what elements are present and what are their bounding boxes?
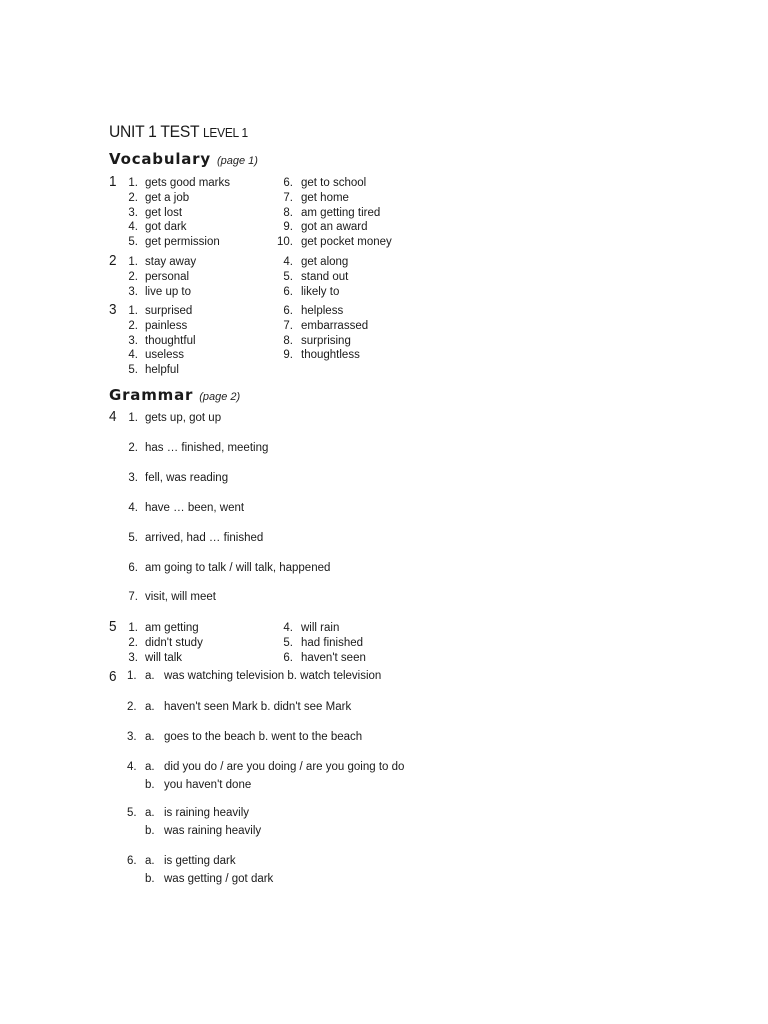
answer-number: 3. xyxy=(128,651,138,664)
answer-text: get lost xyxy=(145,206,183,219)
answer-text: painless xyxy=(145,319,188,332)
answer-text: thoughtless xyxy=(301,349,360,362)
answer-number: 1. xyxy=(128,177,138,189)
question-6-number: 6 xyxy=(109,668,117,685)
answer-text: stand out xyxy=(301,270,349,283)
answer-text: have … been, went xyxy=(145,501,245,514)
answer-text: useless xyxy=(145,349,184,362)
answer-text: get permission xyxy=(145,236,220,249)
answer-number: 3. xyxy=(128,471,138,484)
answer-part-a-text: goes to the beach b. went to the beach xyxy=(164,731,363,743)
answer-number: 7. xyxy=(128,591,138,604)
answer-number: 4. xyxy=(128,221,138,234)
answer-number: 6. xyxy=(283,177,293,189)
answer-text: thoughtful xyxy=(145,334,196,347)
answer-text: stay away xyxy=(145,256,197,268)
grammar-page-ref: (page 2) xyxy=(199,391,241,403)
answer-part-a-text: haven't seen Mark b. didn't see Mark xyxy=(164,701,352,713)
answer-text: get to school xyxy=(301,177,367,189)
answer-text: personal xyxy=(145,270,190,283)
answer-number: 4. xyxy=(127,761,137,773)
answer-number: 1. xyxy=(128,622,138,634)
answer-part-a-label: a. xyxy=(145,807,155,819)
answer-number: 4. xyxy=(283,622,293,634)
answer-text: am getting xyxy=(145,622,199,634)
answer-text: gets up, got up xyxy=(145,412,222,424)
answer-number: 1. xyxy=(127,670,137,682)
answer-part-a-text: is raining heavily xyxy=(164,807,250,819)
answer-number: 3. xyxy=(128,285,138,298)
answer-text: likely to xyxy=(301,285,340,298)
answer-text: haven't seen xyxy=(301,651,366,664)
answer-part-a-text: is getting dark xyxy=(164,855,236,867)
answer-number: 2. xyxy=(128,319,138,332)
answer-text: didn't study xyxy=(145,636,203,649)
answer-number: 4. xyxy=(283,256,293,268)
question-4-number: 4 xyxy=(109,408,117,425)
answer-text: helpful xyxy=(145,364,179,377)
question-2-number: 2 xyxy=(109,252,117,269)
answer-part-a-label: a. xyxy=(145,855,155,867)
answer-text: has … finished, meeting xyxy=(145,441,269,454)
answer-text: had finished xyxy=(301,636,364,649)
answer-number: 8. xyxy=(283,334,293,347)
answer-part-b-text: was getting / got dark xyxy=(164,872,274,885)
answer-number: 2. xyxy=(128,191,138,204)
page-title xyxy=(109,122,248,142)
answer-part-a-label: a. xyxy=(145,761,155,773)
question-1-number: 1 xyxy=(109,173,117,190)
answer-number: 2. xyxy=(127,701,137,713)
answer-text: live up to xyxy=(145,285,192,298)
answer-number: 5. xyxy=(128,364,138,377)
answer-part-a-text: was watching television b. watch television xyxy=(164,670,382,682)
answer-part-b-text: you haven't done xyxy=(164,778,252,791)
answer-number: 2. xyxy=(128,441,138,454)
answer-text: get pocket money xyxy=(301,236,392,249)
answer-part-a-text: did you do / are you doing / are you going to do xyxy=(164,761,405,773)
answer-part-b-label: b. xyxy=(145,872,155,885)
answer-number: 5. xyxy=(128,236,138,249)
answer-text: get home xyxy=(301,191,349,204)
answer-number: 6. xyxy=(283,305,293,317)
answer-text: helpless xyxy=(301,305,344,317)
answer-number: 7. xyxy=(283,319,293,332)
answer-text: got an award xyxy=(301,221,368,234)
answer-number: 1. xyxy=(128,305,138,317)
answer-text: surprised xyxy=(145,305,193,317)
answer-text: am going to talk / will talk, happened xyxy=(145,561,331,574)
answer-number: 3. xyxy=(128,206,138,219)
title-level: LEVEL 1 xyxy=(203,125,248,140)
answer-part-a-label: a. xyxy=(145,701,155,713)
vocabulary-page-ref: (page 1) xyxy=(216,155,258,167)
answer-number: 5. xyxy=(127,807,137,819)
answer-number: 1. xyxy=(128,256,138,268)
question-5-number: 5 xyxy=(109,618,117,635)
answer-text: visit, will meet xyxy=(145,591,216,604)
answer-number: 1. xyxy=(128,412,138,424)
question-3-number: 3 xyxy=(109,301,117,318)
answer-text: fell, was reading xyxy=(145,471,229,484)
answer-number: 3. xyxy=(127,731,137,743)
answer-number: 2. xyxy=(128,636,138,649)
grammar-heading xyxy=(109,386,240,405)
grammar-heading-text: Grammar xyxy=(109,386,194,404)
answer-text: gets good marks xyxy=(145,177,231,189)
answer-text: arrived, had … finished xyxy=(145,531,264,544)
answer-number: 2. xyxy=(128,270,138,283)
answer-text: am getting tired xyxy=(301,206,381,219)
answer-number: 9. xyxy=(283,349,293,362)
answer-text: will rain xyxy=(301,622,340,634)
answer-number: 4. xyxy=(128,501,138,514)
answer-number: 8. xyxy=(283,206,293,219)
answer-text: get a job xyxy=(145,191,190,204)
answer-number: 6. xyxy=(283,285,293,298)
answer-text: get along xyxy=(301,256,349,268)
vocabulary-heading-text: Vocabulary xyxy=(109,150,211,168)
answer-text: will talk xyxy=(145,651,183,664)
answer-number: 6. xyxy=(128,561,138,574)
vocabulary-heading xyxy=(109,150,258,169)
answer-number: 6. xyxy=(127,855,137,867)
answer-part-b-label: b. xyxy=(145,778,155,791)
answer-number: 9. xyxy=(283,221,293,234)
answer-number: 5. xyxy=(128,531,138,544)
answer-text: surprising xyxy=(301,334,351,347)
answer-part-a-label: a. xyxy=(145,731,155,743)
answer-number: 6. xyxy=(283,651,293,664)
answer-number: 5. xyxy=(283,636,293,649)
answer-text: embarrassed xyxy=(301,319,369,332)
answer-number: 5. xyxy=(283,270,293,283)
answer-part-a-label: a. xyxy=(145,670,155,682)
answer-number: 3. xyxy=(128,334,138,347)
answer-number: 4. xyxy=(128,349,138,362)
answer-number: 10. xyxy=(277,236,293,249)
answer-part-b-text: was raining heavily xyxy=(164,824,262,837)
answer-text: got dark xyxy=(145,221,187,234)
answer-part-b-label: b. xyxy=(145,824,155,837)
answer-number: 7. xyxy=(283,191,293,204)
title-main: UNIT 1 TEST xyxy=(109,122,199,141)
